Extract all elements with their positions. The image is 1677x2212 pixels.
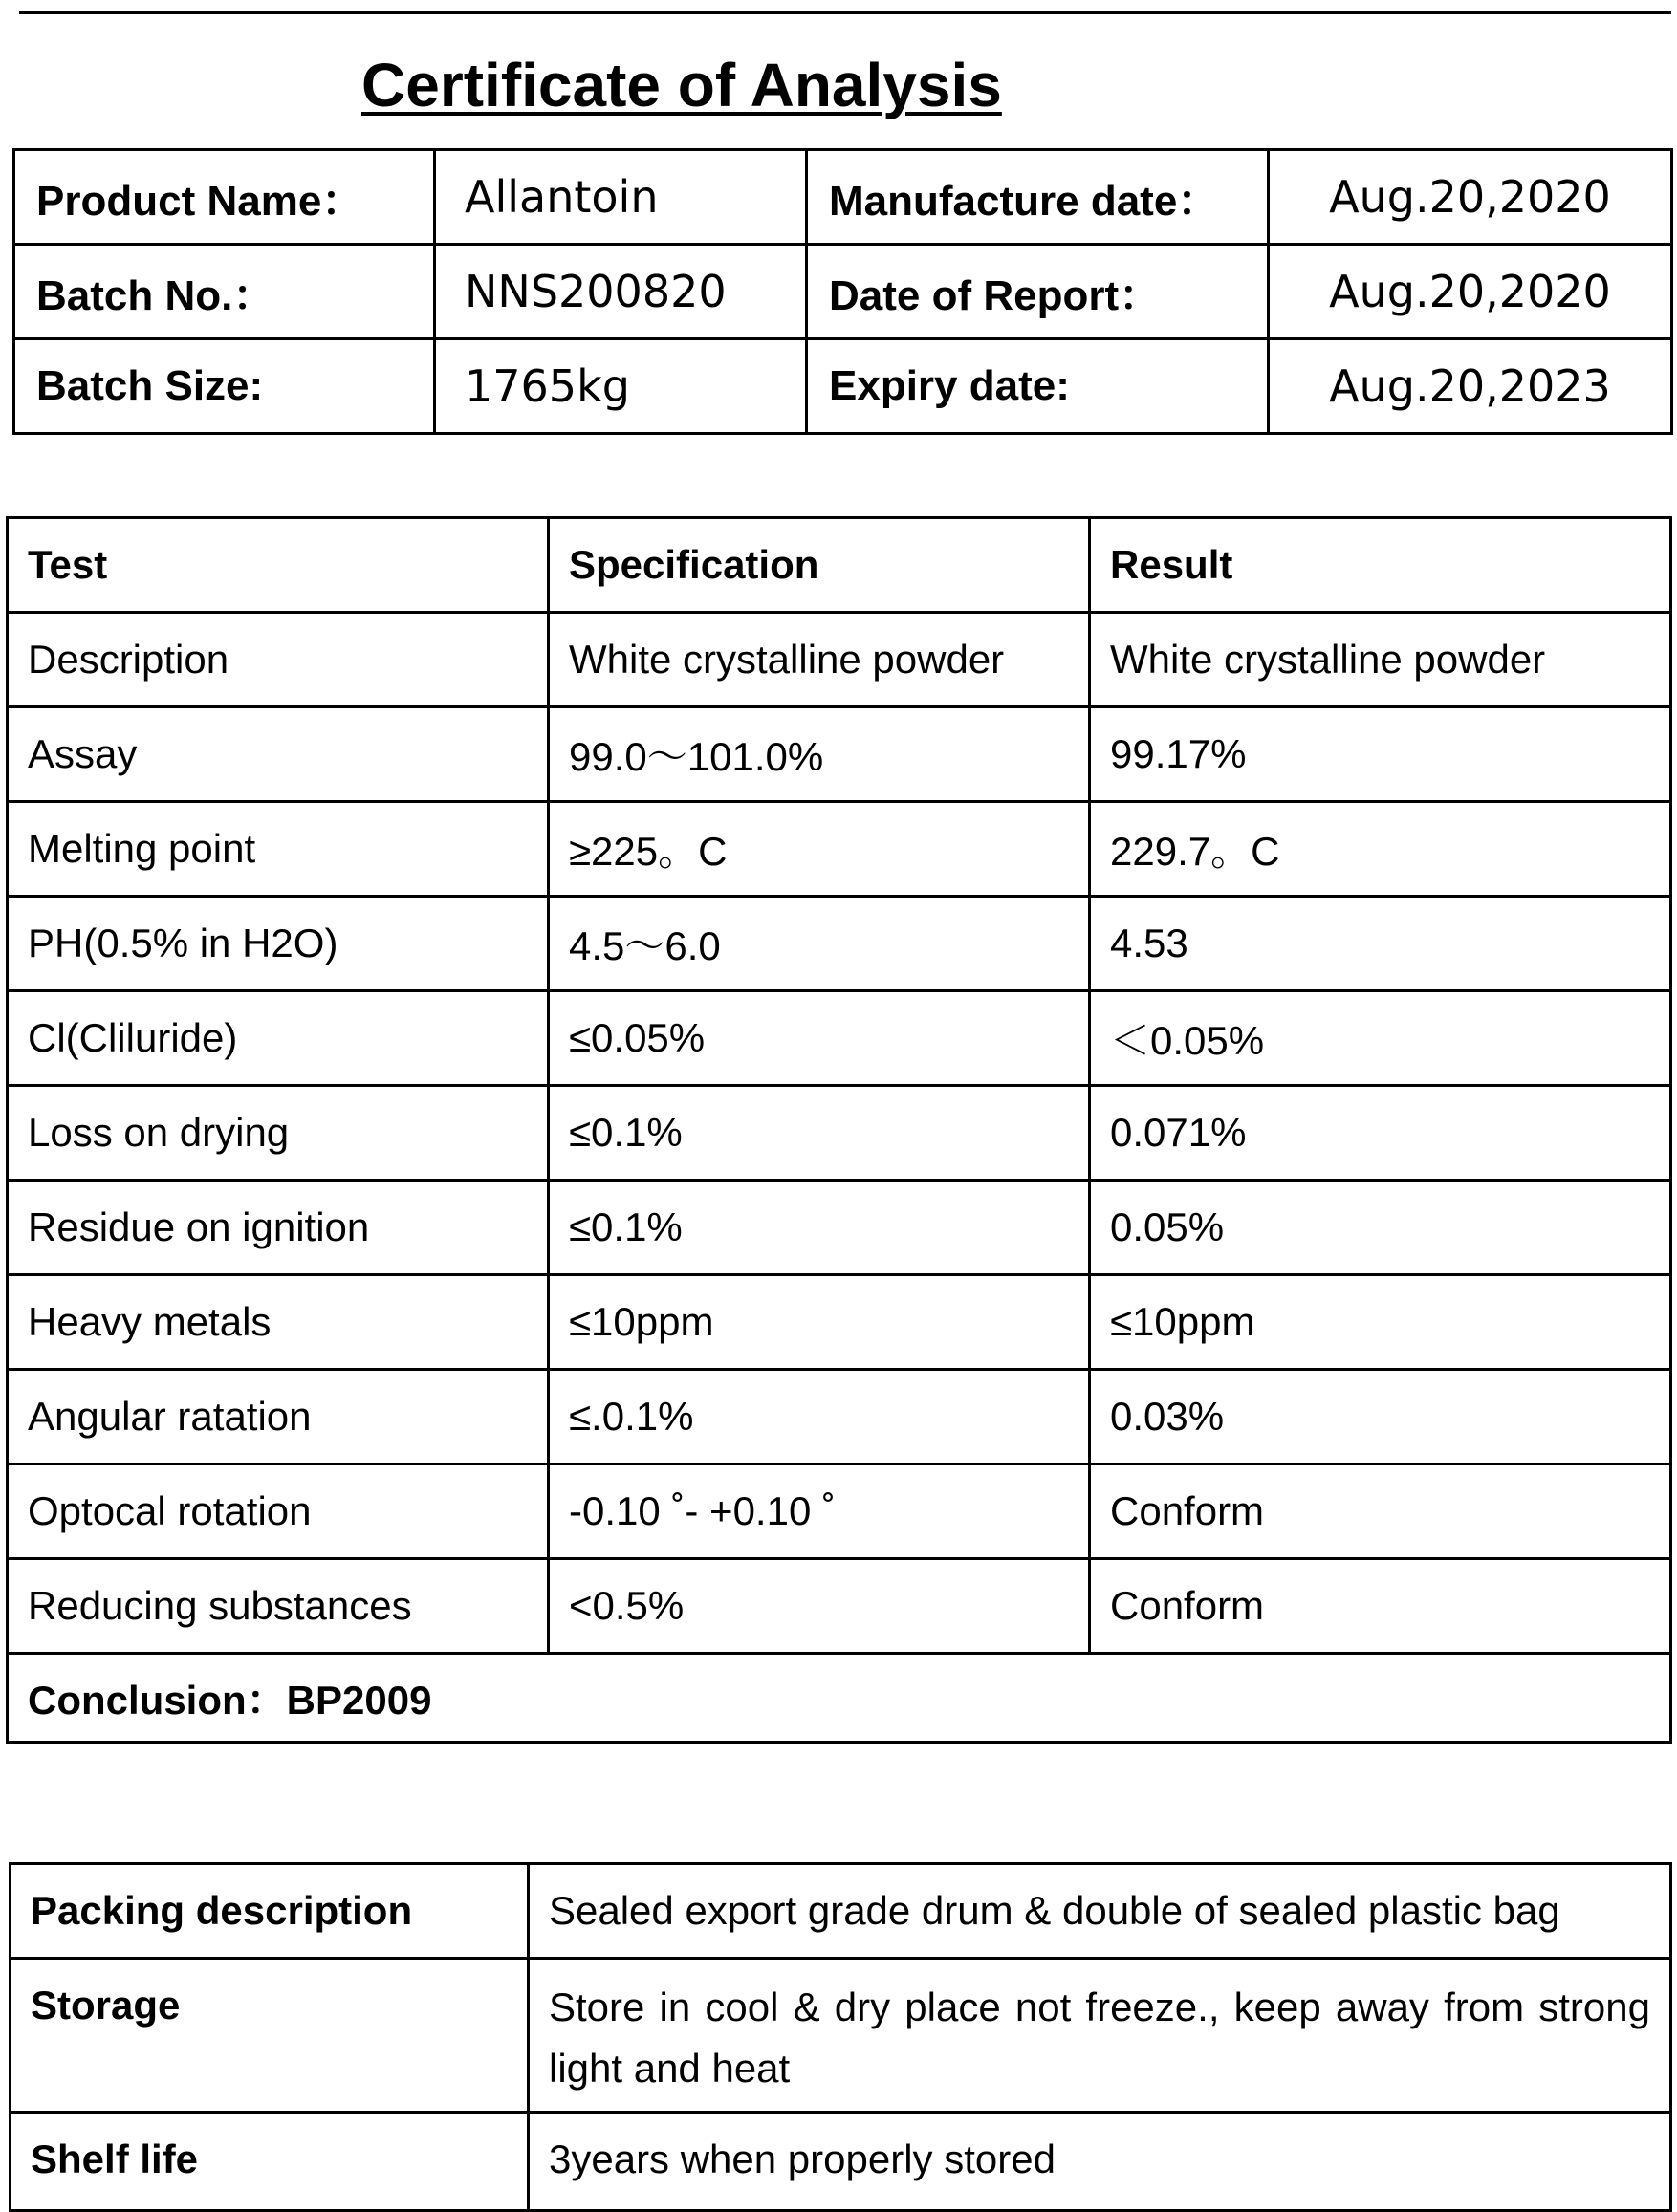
test-result: 99.17% — [1090, 707, 1671, 802]
conclusion-row — [8, 1654, 1671, 1743]
column-header-result: Result — [1090, 518, 1671, 613]
test-name: Residue on ignition — [8, 1181, 549, 1275]
test-result: White crystalline powder — [1090, 613, 1671, 707]
shelf-life-value: 3years when properly stored — [529, 2113, 1671, 2211]
column-header-specification: Specification — [549, 518, 1090, 613]
table-row — [8, 1086, 1671, 1181]
shelf-life-label: Shelf life — [11, 2113, 529, 2211]
info-label: Expiry date: — [807, 339, 1269, 434]
test-spec: 99.0～101.0% — [549, 707, 1090, 802]
info-label: Product Name： — [14, 150, 435, 245]
test-result: 229.7。C — [1090, 802, 1671, 897]
storage-value: Store in cool & dry place not freeze., keep away from strong light and heat — [529, 1959, 1671, 2113]
top-rule — [19, 11, 1671, 14]
table-row — [8, 1275, 1671, 1370]
test-name: Assay — [8, 707, 549, 802]
test-spec: ≤0.05% — [549, 991, 1090, 1086]
test-result: 4.53 — [1090, 897, 1671, 991]
info-label: Manufacture date： — [807, 150, 1269, 245]
test-spec: 4.5～6.0 — [549, 897, 1090, 991]
info-value: Allantoin — [435, 150, 807, 245]
packing-table — [9, 1862, 1672, 2212]
info-label: Date of Report： — [807, 245, 1269, 339]
table-row — [8, 991, 1671, 1086]
test-result: 0.071% — [1090, 1086, 1671, 1181]
info-label: Batch No.： — [14, 245, 435, 339]
packing-value: Sealed export grade drum & double of sealed plastic bag — [529, 1864, 1671, 1959]
test-spec: -0.10 ˚- +0.10 ˚ — [549, 1464, 1090, 1559]
test-spec: White crystalline powder — [549, 613, 1090, 707]
test-name: Loss on drying — [8, 1086, 549, 1181]
info-value: Aug.20,2023 — [1269, 339, 1672, 434]
test-name: Heavy metals — [8, 1275, 549, 1370]
info-row — [14, 150, 1672, 245]
test-name: Reducing substances — [8, 1559, 549, 1654]
storage-label: Storage — [11, 1959, 529, 2113]
test-name: Description — [8, 613, 549, 707]
table-row — [8, 1464, 1671, 1559]
test-name: Melting point — [8, 802, 549, 897]
test-name: Optocal rotation — [8, 1464, 549, 1559]
info-value: Aug.20,2020 — [1269, 245, 1672, 339]
test-name: Angular ratation — [8, 1370, 549, 1464]
conclusion: Conclusion：BP2009 — [8, 1654, 1671, 1743]
test-result: ＜0.05% — [1090, 991, 1671, 1086]
info-row — [14, 245, 1672, 339]
test-spec: ≤.0.1% — [549, 1370, 1090, 1464]
test-results-table — [6, 516, 1672, 1744]
test-spec: ≤10ppm — [549, 1275, 1090, 1370]
test-name: PH(0.5% in H2O) — [8, 897, 549, 991]
table-header-row — [8, 518, 1671, 613]
table-row — [11, 2113, 1671, 2211]
test-spec: ≤0.1% — [549, 1086, 1090, 1181]
table-row — [8, 1559, 1671, 1654]
table-row — [11, 1864, 1671, 1959]
test-result: 0.03% — [1090, 1370, 1671, 1464]
info-value: Aug.20,2020 — [1269, 150, 1672, 245]
table-row — [11, 1959, 1671, 2113]
column-header-test: Test — [8, 518, 549, 613]
table-row — [8, 897, 1671, 991]
info-label: Batch Size: — [14, 339, 435, 434]
table-row — [8, 802, 1671, 897]
test-result: ≤10ppm — [1090, 1275, 1671, 1370]
table-row — [8, 1370, 1671, 1464]
test-spec: <0.5% — [549, 1559, 1090, 1654]
test-name: Cl(Cliluride) — [8, 991, 549, 1086]
test-result: Conform — [1090, 1559, 1671, 1654]
test-result: 0.05% — [1090, 1181, 1671, 1275]
packing-label: Packing description — [11, 1864, 529, 1959]
table-row — [8, 707, 1671, 802]
document-title: Certificate of Analysis — [361, 51, 1002, 119]
table-row — [8, 613, 1671, 707]
product-info-table — [12, 148, 1673, 435]
info-value: NNS200820 — [435, 245, 807, 339]
test-spec: ≥225。C — [549, 802, 1090, 897]
test-spec: ≤0.1% — [549, 1181, 1090, 1275]
info-row — [14, 339, 1672, 434]
info-value: 1765kg — [435, 339, 807, 434]
table-row — [8, 1181, 1671, 1275]
test-result: Conform — [1090, 1464, 1671, 1559]
